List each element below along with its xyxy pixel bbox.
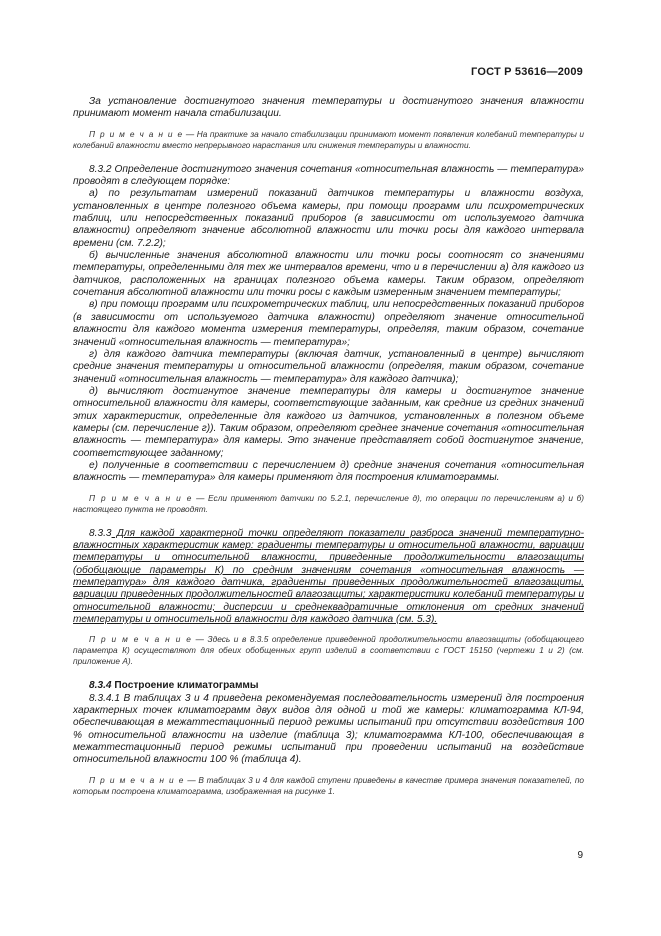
page-number: 9 — [577, 850, 583, 861]
section-number: 8.3.4 — [89, 680, 112, 692]
section-8-3-4-heading — [73, 680, 584, 692]
list-item-d: д) вычисляют достигнутое значение температуры для камеры и достигнутое значение относительной влажности для камеры, соответствующие заданным, как средние из средних значений этих характеристик, определенные для каждого из датчиков, установленных в полезном объеме камеры (см. перечисление г)). Таким образом, определяют среднее значение сочетания «относительная влажность — температура» для камеры. Это значение представляет собой достигнутое значение, соответствующее заданному; — [73, 385, 584, 459]
note-label: П р и м е ч а н и е — [89, 774, 185, 785]
section-number: 8.3.3 — [89, 527, 112, 539]
list-item-e: е) полученные в соответствии с перечислением д) средние значения сочетания «относительная влажность — температура» для камеры применяют для построения климатограммы. — [73, 459, 584, 484]
page-body — [73, 96, 584, 797]
section-text: Для каждой характерной точки определяют показатели разброса значений температурно-влажностных характеристик камер: градиенты температуры и относительной влажности, вариации температуры и относительной влажности, приведенные продолжительности влагозащиты (обобщающие параметры К) по средним значениям сочетания «относительная влажность — температура» для каждого датчика, градиенты приведенных продолжительностей влагозащиты, вариации приведенных продолжительностей влагозащиты; характеристики колебаний температуры и относительной влажности; дисперсии и среднеквадратичные отклонения от средних значений температуры и относительной влажности для каждого датчика (см. 5.3). — [73, 527, 584, 626]
list-item-g: г) для каждого датчика температуры (включая датчик, установленный в центре) вычисляют средние значения температуры и относительной влажности (определяя, таким образом, сочетание значений «относительная влажность — температура» для каждого датчика); — [73, 348, 584, 385]
document-header: ГОСТ Р 53616—2009 — [471, 66, 583, 78]
note-label: П р и м е ч а н и е — [89, 634, 193, 645]
note-text: — На практике за начало стабилизации принимают момент появления колебаний температуры и колебаний влажности вместо непрерывного нарастания или снижения температуры и влажности. — [73, 128, 584, 150]
note-label: П р и м е ч а н и е — [89, 492, 193, 503]
section-8-3-2-intro: 8.3.2 Определение достигнутого значения сочетания «относительная влажность — температура» проводят в следующем порядке: — [73, 163, 584, 188]
note-text: — Если применяют датчики по 5.2.1, перечисление д), то операции по перечислениям а) и б) настоящего пункта не проводят. — [73, 492, 584, 514]
section-title: Построение климатограммы — [114, 680, 259, 692]
section-8-3-4-1: 8.3.4.1 В таблицах 3 и 4 приведена рекомендуемая последовательность измерений для построения характерных точек климатограмм двух видов для одной и той же камеры: климатограмма КЛ-94, обеспечивающая в межаттестационный период режимы испытаний при отсутствии воздействия 100 % относительной влажности на изделие (таблица 3); климатограмма КЛ-100, обеспечивающая в межаттестационный период режимы испытаний при проведении испытаний на воздействие относительной влажности 100 % (таблица 4). — [73, 692, 584, 766]
note-sensors — [73, 493, 584, 515]
note-text: — Здесь и в 8.3.5 определение приведенной продолжительности влагозащиты (обобщающего параметра К) осуществляют для обеих обобщенных групп изделий в соответствии с ГОСТ 15150 (чертежи 1 и 2) (см. приложение А). — [73, 634, 584, 667]
list-item-b: б) вычисленные значения абсолютной влажности или точки росы соотносят со значениями температуры, определенными для тех же интервалов времени, что и в перечислении а) для каждого из датчиков, расположенных на границах полезного объема камеры. Таким образом, определяют сочетания абсолютной влажности или точки росы с каждым измеренным значением температуры; — [73, 250, 584, 299]
list-item-v: в) при помощи программ или психрометрических таблиц, или непосредственных показаний приборов (в зависимости от используемого датчика влажности) определяют значение относительной влажности для каждого момента измерения температуры, определяя, таким образом, сочетание значений «относительная влажность — температура»; — [73, 299, 584, 348]
paragraph-stabilization: За установление достигнутого значения температуры и достигнутого значения влажности принимают момент начала стабилизации. — [73, 96, 584, 120]
note-text: — В таблицах 3 и 4 для каждой ступени приведены в качестве примера значения показателей, по которым построена климатограмма, изображенная на рисунке 1. — [73, 774, 584, 796]
list-item-a: а) по результатам измерений показаний датчиков температуры и влажности воздуха, установленных в центре полезного объема камеры, при помощи программ или психрометрических таблиц, или непосредственных показаний приборов (в зависимости от используемого датчика влажности) определяют значение абсолютной влажности или точки росы для каждого интервала времени (см. 7.2.2); — [73, 188, 584, 249]
note-tables — [73, 775, 584, 797]
section-8-3-3 — [73, 528, 584, 627]
note-stabilization — [73, 129, 584, 151]
note-label: П р и м е ч а н и е — [89, 128, 184, 139]
note-humidity-protection — [73, 634, 584, 667]
